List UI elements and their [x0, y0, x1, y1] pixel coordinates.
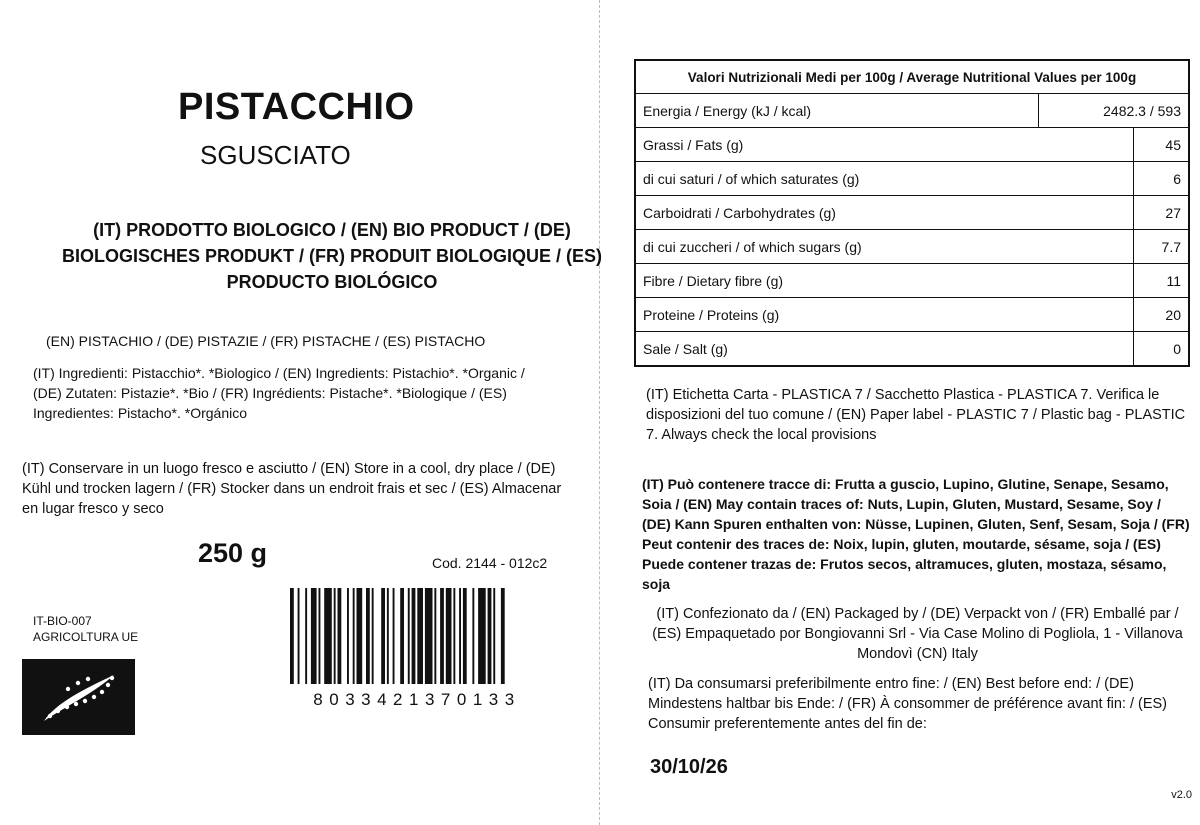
ingredients-text: (IT) Ingredienti: Pistacchio*. *Biologico / (EN) Ingredients: Pistachio*. *Organic / (DE) Zutaten: Pistazie*. *Bio / (FR) Ingrédients: Pistache*. *Biologique / (ES) Ingredientes: Pistacho*. *Orgánico [33, 365, 525, 421]
best-before-label: (IT) Da consumarsi preferibilmente entro fine: / (EN) Best before end: / (DE) Mindestens haltbar bis Ende: / (FR) À consommer de préférence avant fin: / (ES) Consumir preferentemente antes del fin de: [648, 676, 1168, 732]
version-label: v2.0 [1171, 789, 1192, 801]
cut-line-divider [599, 0, 600, 825]
barcode [286, 588, 548, 710]
nutrient-value: 7.7 [1134, 230, 1190, 264]
product-subtitle: SGUSCIATO [200, 140, 351, 170]
nutrient-label: Energia / Energy (kJ / kcal) [635, 94, 1039, 128]
barcode-bar [347, 588, 349, 684]
barcode-bar [298, 588, 300, 684]
barcode-bar [400, 588, 404, 684]
nutrition-table [634, 59, 1190, 367]
best-before-date: 30/10/26 [650, 756, 728, 778]
product-title: PISTACCHIO [178, 86, 415, 128]
barcode-bar [324, 588, 332, 684]
recycling-info: (IT) Etichetta Carta - PLASTICA 7 / Sacchetto Plastica - PLASTICA 7. Verifica le disposizioni del tuo comune / (EN) Paper label - PLASTIC 7 / Plastic bag - PLASTIC 7. Always check the local provisions [646, 387, 1186, 443]
product-code: Cod. 2144 - 012c2 [432, 555, 548, 571]
barcode-bar [417, 588, 423, 684]
barcode-bar [338, 588, 342, 684]
barcode-bar [493, 588, 495, 684]
eu-organic-leaf-icon [22, 659, 135, 735]
nutrition-header-row [635, 60, 1189, 94]
table-row [635, 264, 1189, 298]
barcode-bar [501, 588, 505, 684]
table-row [635, 230, 1189, 264]
barcode-bar [381, 588, 385, 684]
nutrient-value: 45 [1134, 128, 1190, 162]
bio-code: IT-BIO-007 [33, 614, 92, 628]
barcode-bar [412, 588, 416, 684]
nutrient-label: Grassi / Fats (g) [635, 128, 1134, 162]
barcode-bar [305, 588, 307, 684]
barcode-number: 8033421370133 [313, 690, 521, 709]
table-row [635, 94, 1189, 128]
barcode-bar [463, 588, 467, 684]
nutrient-label: Sale / Salt (g) [635, 332, 1134, 367]
table-row [635, 332, 1189, 367]
packaged-by: (IT) Confezionato da / (EN) Packaged by / (DE) Verpackt von / (FR) Emballé par / (ES) Empaquetado por Bongiovanni Srl - Via Case Molino di Pogliola, 1 - Villanova Mondovì (CN) Italy [652, 606, 1183, 662]
nutrient-value: 6 [1134, 162, 1190, 196]
nutrient-label: Fibre / Dietary fibre (g) [635, 264, 1134, 298]
net-weight: 250 g [198, 538, 268, 568]
barcode-bar [453, 588, 455, 684]
barcode-bar [334, 588, 336, 684]
barcode-bar [440, 588, 444, 684]
barcode-bar [393, 588, 395, 684]
nutrient-value: 20 [1134, 298, 1190, 332]
barcode-bar [372, 588, 374, 684]
nutrient-label: di cui saturi / of which saturates (g) [635, 162, 1134, 196]
nutrient-value: 11 [1134, 264, 1190, 298]
barcode-bar [434, 588, 436, 684]
organic-statement: (IT) PRODOTTO BIOLOGICO / (EN) BIO PRODUCT / (DE) BIOLOGISCHES PRODUKT / (FR) PRODUIT BIOLOGIQUE / (ES) PRODUCTO BIOLÓGICO [62, 220, 603, 292]
nutrient-value: 27 [1134, 196, 1190, 230]
barcode-bar [387, 588, 389, 684]
table-row [635, 162, 1189, 196]
barcode-bar [478, 588, 486, 684]
barcode-bar [290, 588, 294, 684]
nutrient-label: Proteine / Proteins (g) [635, 298, 1134, 332]
barcode-bar [459, 588, 461, 684]
nutrient-label: Carboidrati / Carbohydrates (g) [635, 196, 1134, 230]
allergen-warning: (IT) Può contenere tracce di: Frutta a guscio, Lupino, Glutine, Senape, Sesamo, Soia / (EN) May contain traces of: Nuts, Lupin, Gluten, Mustard, Sesame, Soy / (DE) Kann Spuren enthalten von: Nüsse, Lupinen, Gluten, Senf, Sesam, Soja / (FR) Peut contenir des traces de: Noix, lupin, gluten, moutarde, sésame, soja / (ES) Puede contener trazas de: Frutos secos, altramuces, gluten, mostaza, sésamo, soja [642, 476, 1190, 592]
barcode-bar [357, 588, 363, 684]
name-translations: (EN) PISTACHIO / (DE) PISTAZIE / (FR) PISTACHE / (ES) PISTACHO [46, 333, 486, 349]
barcode-bar [319, 588, 321, 684]
barcode-bar [366, 588, 370, 684]
barcode-bar [446, 588, 452, 684]
storage-text: (IT) Conservare in un luogo fresco e asciutto / (EN) Store in a cool, dry place / (DE) Kühl und trocken lagern / (FR) Stocker dans un endroit frais et sec / (ES) Almacenar en lugar fresco y seco [22, 461, 562, 517]
bio-origin: AGRICOLTURA UE [33, 630, 139, 644]
nutrient-label: di cui zuccheri / of which sugars (g) [635, 230, 1134, 264]
nutrition-header: Valori Nutrizionali Medi per 100g / Average Nutritional Values per 100g [635, 60, 1189, 94]
barcode-bar [472, 588, 474, 684]
barcode-bar [353, 588, 355, 684]
barcode-bar [425, 588, 433, 684]
table-row [635, 128, 1189, 162]
nutrient-value: 0 [1134, 332, 1190, 367]
barcode-bar [311, 588, 317, 684]
barcode-bar [488, 588, 492, 684]
barcode-bar [408, 588, 410, 684]
nutrient-value: 2482.3 / 593 [1039, 94, 1189, 128]
table-row [635, 298, 1189, 332]
bio-certification [33, 613, 138, 645]
table-row [635, 196, 1189, 230]
